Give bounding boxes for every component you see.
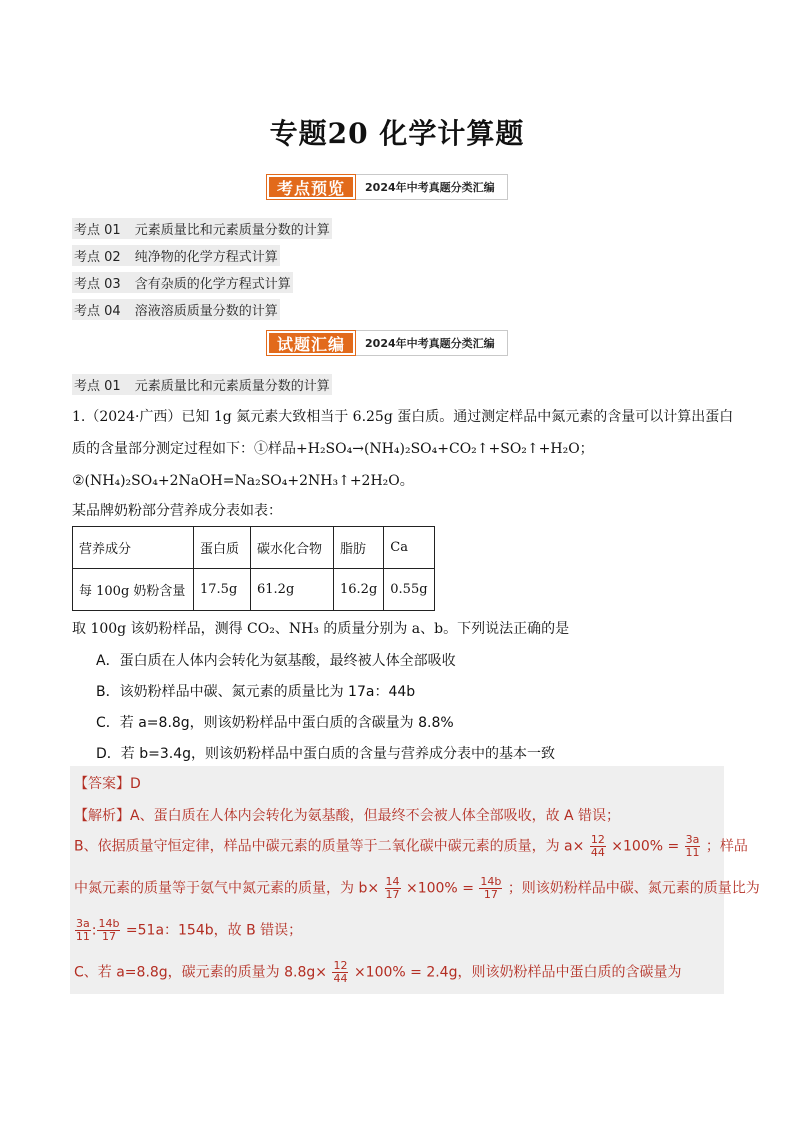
banner-tag: 试题汇编 bbox=[267, 331, 355, 355]
analysis-c: C、若 a=8.8g，碳元素的质量为 8.8g× $\frac{12}{44}$ ×100% = 2.4g，则该奶粉样品中蛋白质的含碳量为 bbox=[74, 959, 682, 985]
table-cell: 16.2g bbox=[334, 569, 384, 611]
answer-line: 【答案】D bbox=[74, 776, 141, 792]
nutrition-table bbox=[72, 526, 435, 611]
preview-banner bbox=[266, 174, 508, 200]
section-heading: 考点 01 元素质量比和元素质量分数的计算 bbox=[72, 374, 332, 395]
question-text: 质的含量部分测定过程如下：①样品+H₂SO₄→(NH₄)₂SO₄+CO₂↑+SO₂↑+H₂O； bbox=[72, 441, 594, 457]
option-d: D．若 b=3.4g，则该奶粉样品中蛋白质的含量与营养成分表中的基本一致 bbox=[96, 746, 555, 762]
banner-subtitle: 2024年中考真题分类汇编 bbox=[365, 337, 495, 350]
analysis-b-line1: B、依据质量守恒定律，样品中碳元素的质量等于二氧化碳中碳元素的质量，为 a× $\frac{12}{44}$ ×100% = $\frac{3a}{11}$ ；样品 bbox=[74, 833, 748, 859]
analysis-b-line2: 中氮元素的质量等于氨气中氮元素的质量，为 b× $\frac{14}{17}$ ×100% = $\frac{14b}{17}$ ；则该奶粉样品中碳、氮元素的质量比为 bbox=[74, 875, 760, 901]
table-row bbox=[73, 569, 435, 611]
option-c: C．若 a=8.8g，则该奶粉样品中蛋白质的含碳量为 8.8% bbox=[96, 715, 454, 731]
table-cell: 61.2g bbox=[251, 569, 334, 611]
table-cell: 每 100g 奶粉含量 bbox=[73, 569, 194, 611]
table-cell: 脂肪 bbox=[334, 527, 384, 569]
question-text: 某品牌奶粉部分营养成分表如表： bbox=[72, 503, 282, 519]
kaodian-item: 考点 01 元素质量比和元素质量分数的计算 bbox=[72, 218, 332, 239]
table-cell: Ca bbox=[384, 527, 434, 569]
table-cell: 17.5g bbox=[194, 569, 251, 611]
banner-tag: 考点预览 bbox=[267, 175, 355, 199]
option-b: B．该奶粉样品中碳、氮元素的质量比为 17a：44b bbox=[96, 684, 416, 700]
question-text: ②(NH₄)₂SO₄+2NaOH=Na₂SO₄+2NH₃↑+2H₂O。 bbox=[72, 473, 414, 489]
fraction: $\frac{12}{44}$ bbox=[333, 959, 348, 985]
banner-subtitle: 2024年中考真题分类汇编 bbox=[365, 181, 495, 194]
table-cell: 营养成分 bbox=[73, 527, 194, 569]
table-cell: 蛋白质 bbox=[194, 527, 251, 569]
kaodian-item: 考点 02 纯净物的化学方程式计算 bbox=[72, 245, 280, 266]
question-text: 取 100g 该奶粉样品，测得 CO₂、NH₃ 的质量分别为 a、b。下列说法正确的是 bbox=[72, 621, 570, 637]
exam-banner bbox=[266, 330, 508, 356]
fraction: $\frac{14}{17}$ bbox=[385, 875, 400, 901]
table-row bbox=[73, 527, 435, 569]
option-a: A．蛋白质在人体内会转化为氨基酸，最终被人体全部吸收 bbox=[96, 653, 456, 669]
fraction: $\frac{14b}{17}$ bbox=[480, 875, 502, 901]
fraction: $\frac{12}{44}$ bbox=[590, 833, 605, 859]
analysis-a: 【解析】A、蛋白质在人体内会转化为氨基酸，但最终不会被人体全部吸收，故 A 错误； bbox=[74, 808, 621, 824]
fraction: $\frac{3a}{11}$ bbox=[75, 917, 90, 943]
question-text: 1.（2024·广西）已知 1g 氮元素大致相当于 6.25g 蛋白质。通过测定样品中氮元素的含量可以计算出蛋白 bbox=[72, 409, 734, 425]
page-title: 专题20 化学计算题 bbox=[269, 117, 525, 150]
fraction: $\frac{3a}{11}$ bbox=[685, 833, 700, 859]
analysis-b-line3: $\frac{3a}{11}$ : $\frac{14b}{17}$ =51a：154b，故 B 错误； bbox=[75, 917, 303, 943]
fraction: $\frac{14b}{17}$ bbox=[98, 917, 120, 943]
kaodian-item: 考点 03 含有杂质的化学方程式计算 bbox=[72, 272, 293, 293]
table-cell: 0.55g bbox=[384, 569, 434, 611]
kaodian-item: 考点 04 溶液溶质质量分数的计算 bbox=[72, 299, 280, 320]
table-cell: 碳水化合物 bbox=[251, 527, 334, 569]
